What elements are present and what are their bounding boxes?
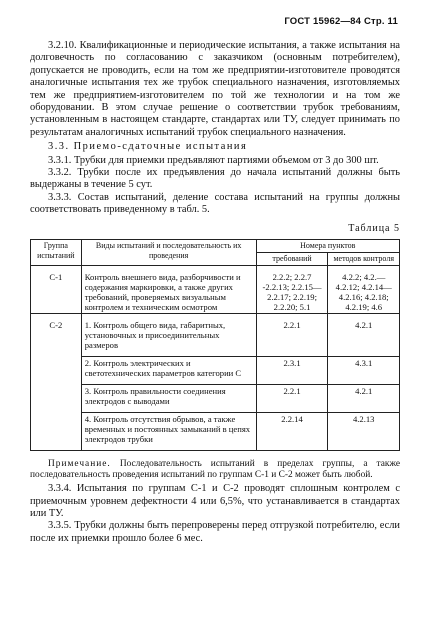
requirement-points: 2.3.1 [256, 357, 328, 385]
method-points: 4.2.1 [328, 314, 400, 357]
requirement-points: 2.2.14 [256, 413, 328, 451]
section-heading-3-3: 3.3. Приемо-сдаточные испытания [48, 141, 248, 153]
method-points: 4.3.1 [328, 357, 400, 385]
note-text: Последовательность испытаний в пределах группы, а также последовательность проведения испытаний по группам С-1 и С-2 может быть любой. [30, 459, 400, 481]
test-description: 4. Контроль отсутствия обрывов, а также временных и постоянных замыканий в цепях электродов трубки [81, 413, 256, 451]
paragraph-3-2-10: 3.2.10. Квалификационные и периодические испытания, а также испытания на долговечность по согласованию с заказчиком (основным потребителем), допускается не проводить, если на том же предприятии-изготовителе проводятся аналогичные испытания тех же трубок специального назначения, изготовляемых тем же предприятием-изготовителем по той же технологии и на том же оборудовании. В этом случае решение о соответствии трубок требованиям, установленным в настоящем стандарте, стандартах или ТУ, следует принимать по результатам аналогичных испытаний трубок специального назначения. [30, 40, 400, 138]
header-kind: Виды испытаний и последовательность их проведения [81, 240, 256, 266]
group-code: С-1 [31, 266, 82, 314]
requirement-points: 2.2.2; 2.2.7 -2.2.13; 2.2.15—2.2.17; 2.2.19; 2.2.20; 5.1 [256, 266, 328, 314]
table-row [31, 413, 400, 451]
document-body [30, 40, 400, 545]
table-group-c2 [31, 314, 400, 451]
table-row [31, 357, 400, 385]
table-note [30, 459, 400, 481]
method-points: 4.2.13 [328, 413, 400, 451]
paragraph-3-3-5: 3.3.5. Трубки должны быть перепроверены перед отгрузкой потребителю, если после их приемки прошло более 6 мес. [30, 520, 400, 544]
test-description: Контроль внешнего вида, разборчивости и содержания маркировки, а также других требований, проверяемых визуальным контролем и техническим осмотром [81, 266, 256, 314]
header-methods: методов контроля [328, 253, 400, 266]
table-row [31, 266, 400, 314]
group-code: С-2 [31, 314, 82, 451]
test-description: 2. Контроль электрических и светотехнических параметров категории С [81, 357, 256, 385]
table-caption: Таблица 5 [348, 222, 400, 234]
header-points: Номера пунктов [256, 240, 399, 253]
paragraph-3-3-2: 3.3.2. Трубки после их предъявления до начала испытаний должны быть выдержаны в течение 5 сут. [30, 167, 400, 191]
paragraph-3-3-3: 3.3.3. Состав испытаний, деление состава испытаний на группы должны соответствовать приведенному в табл. 5. [30, 191, 400, 216]
table-row [31, 314, 400, 357]
method-points: 4.2.2; 4.2.—4.2.12; 4.2.14—4.2.16; 4.2.18; 4.2.19; 4.6 [328, 266, 400, 314]
table-group-c1 [31, 266, 400, 314]
table-row [31, 385, 400, 413]
page-header: ГОСТ 15962—84 Стр. 11 [284, 16, 398, 27]
paragraph-3-3-4: 3.3.4. Испытания по группам С-1 и С-2 проводят сплошным контролем с приемочным уровнем дефектности 4 или 6,5%, что устанавливается в стандартах или ТУ. [30, 483, 400, 519]
note-label: Примечание. [48, 459, 111, 470]
header-requirements: требований [256, 253, 328, 266]
test-description: 3. Контроль правильности соединения электродов с выводами [81, 385, 256, 413]
requirement-points: 2.2.1 [256, 385, 328, 413]
table-5 [30, 239, 400, 451]
header-group: Группа испытаний [31, 240, 82, 266]
paragraph-3-3-1: 3.3.1. Трубки для приемки предъявляют партиями объемом от 3 до 300 шт. [48, 154, 379, 166]
method-points: 4.2.1 [328, 385, 400, 413]
test-description: 1. Контроль общего вида, габаритных, установочных и присоединительных размеров [81, 314, 256, 357]
requirement-points: 2.2.1 [256, 314, 328, 357]
